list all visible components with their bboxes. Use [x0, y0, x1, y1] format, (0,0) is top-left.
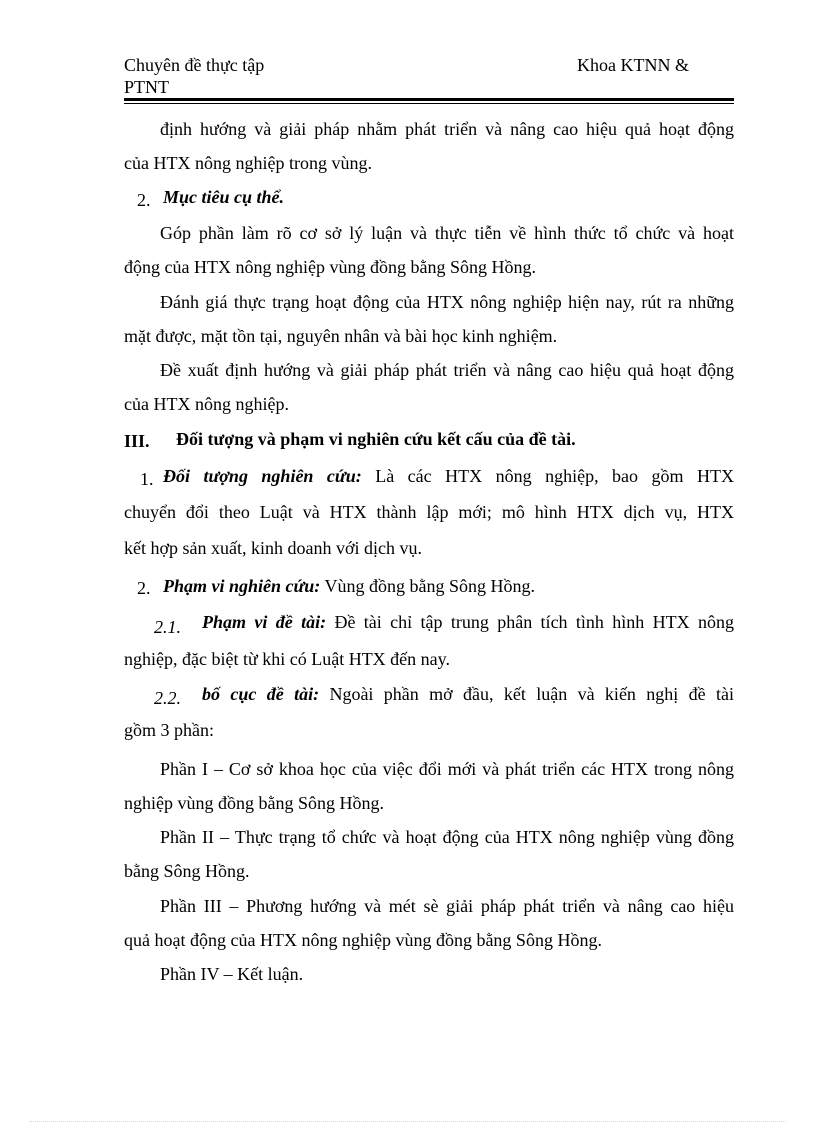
item-text: Vùng đồng bằng Sông Hồng. [320, 576, 535, 596]
section-number: III. [124, 431, 150, 451]
item-title: Đối tượng nghiên cứu: [163, 466, 362, 486]
paragraph-lead [163, 465, 734, 487]
paragraph-lead [202, 611, 734, 633]
item-number: 2. [137, 578, 151, 598]
text-line: Phần I – Cơ sở khoa học của việc đổi mới và phát triển các HTX trong nông [160, 759, 734, 779]
text-line: Phần III – Phương hướng và mét sè giải pháp phát triển và nâng cao hiệu [160, 896, 734, 916]
text-line: mặt được, mặt tồn tại, nguyên nhân và bài học kinh nghiệm. [124, 326, 558, 346]
item-title: Phạm vi đề tài: [202, 612, 327, 632]
text-line: chuyển đổi theo Luật và HTX thành lập mới; mô hình HTX dịch vụ, HTX [124, 502, 734, 522]
paragraph-lead [163, 575, 734, 597]
header-rule-thick [124, 98, 734, 101]
text-line: Phần II – Thực trạng tổ chức và hoạt động của HTX nông nghiệp vùng đồng [160, 827, 734, 847]
text-line: Đề xuất định hướng và giải pháp phát triển và nâng cao hiệu quả hoạt động [160, 360, 734, 380]
header-rule-thin [124, 103, 734, 104]
section-number: 2. [137, 190, 151, 210]
header-left-line2: PTNT [124, 77, 169, 97]
text-line: nghiệp vùng đồng bằng Sông Hồng. [124, 793, 384, 813]
text-line: Góp phần làm rõ cơ sở lý luận và thực tiễn về hình thức tổ chức và hoạt [160, 223, 734, 243]
header-right: Khoa KTNN & [577, 55, 689, 75]
paragraph-lead [202, 683, 734, 705]
text-line: định hướng và giải pháp nhằm phát triển và nâng cao hiệu quả hoạt động [160, 119, 734, 139]
item-text: Ngoài phần mở đầu, kết luận và kiến nghị đề tài [319, 684, 734, 704]
item-number: 2.1. [154, 617, 181, 637]
section-heading: Mục tiêu cụ thể. [163, 187, 285, 207]
page-edge-divider [30, 1121, 786, 1122]
text-line: Đánh giá thực trạng hoạt động của HTX nông nghiệp hiện nay, rút ra những [160, 292, 734, 312]
text-line: kết hợp sản xuất, kinh doanh với dịch vụ. [124, 538, 422, 558]
text-line: của HTX nông nghiệp. [124, 394, 289, 414]
header-left-line1: Chuyên đề thực tập [124, 55, 265, 75]
header-left [124, 54, 264, 98]
text-line: Phần IV – Kết luận. [160, 964, 304, 984]
section-heading: Đối tượng và phạm vi nghiên cứu kết cấu của đề tài. [176, 429, 576, 449]
item-text: Là các HTX nông nghiệp, bao gồm HTX [361, 466, 735, 486]
item-number: 1. [140, 469, 154, 489]
text-line: nghiệp, đặc biệt từ khi có Luật HTX đến nay. [124, 649, 450, 669]
text-line: động của HTX nông nghiệp vùng đồng bằng Sông Hồng. [124, 257, 536, 277]
item-title: bố cục đề tài: [202, 684, 320, 704]
text-line: của HTX nông nghiệp trong vùng. [124, 153, 372, 173]
item-title: Phạm vi nghiên cứu: [163, 576, 321, 596]
text-line: bằng Sông Hồng. [124, 861, 250, 881]
text-line: quả hoạt động của HTX nông nghiệp vùng đồng bằng Sông Hồng. [124, 930, 602, 950]
item-number: 2.2. [154, 688, 181, 708]
item-text: Đề tài chỉ tập trung phân tích tình hình HTX nông [326, 612, 734, 632]
text-line: gồm 3 phần: [124, 720, 214, 740]
